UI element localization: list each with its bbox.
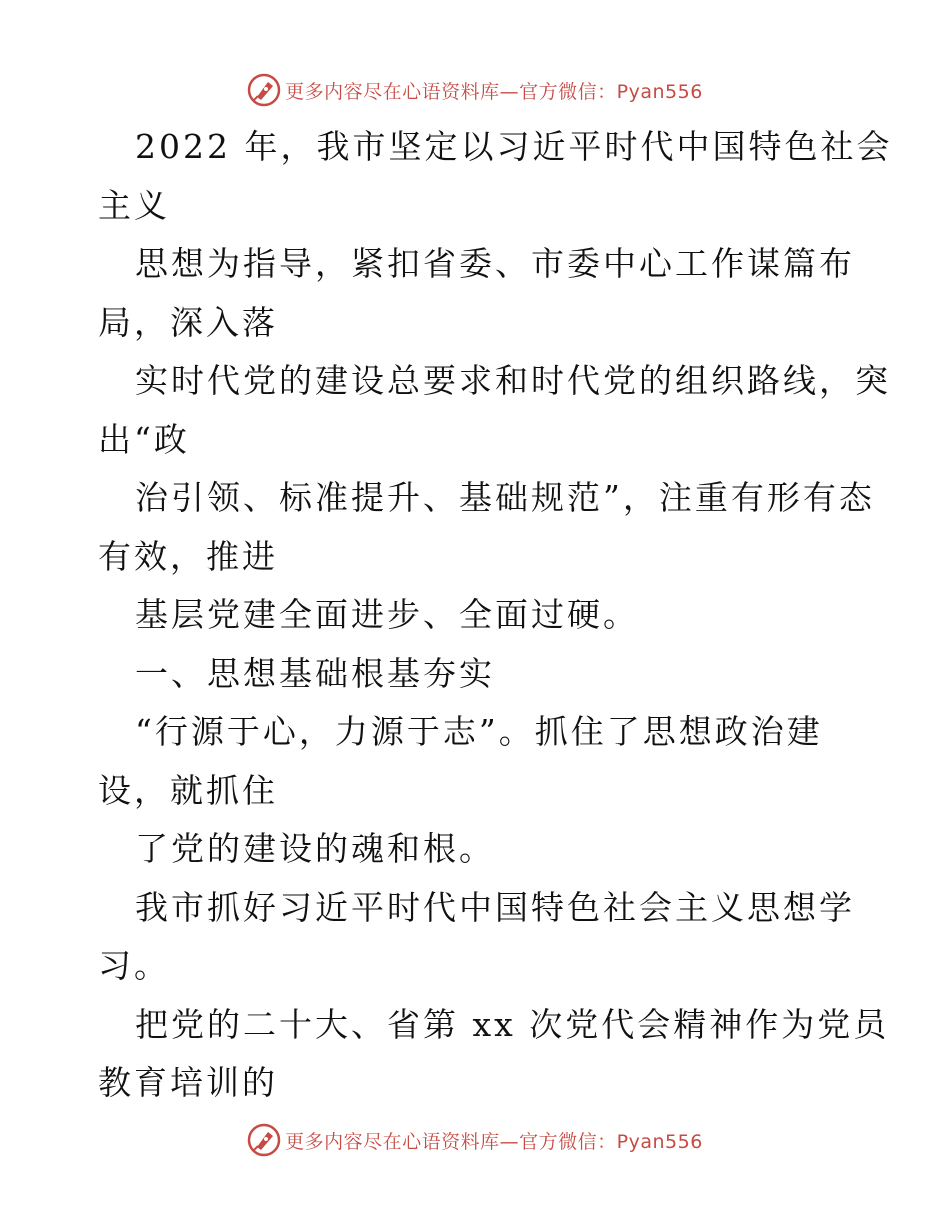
text-line: 局，深入落 (98, 302, 278, 342)
pen-nib-logo-icon (247, 73, 281, 107)
text-line: 2022 年，我市坚定以习近平时代中国特色社会 (135, 127, 893, 166)
section-heading: 一、思想基础根基夯实 (135, 653, 495, 693)
text-line: 教育培训的 (98, 1063, 278, 1102)
watermark-text: 更多内容尽在心语资料库—官方微信：Pyan556 (285, 1130, 703, 1153)
text-line: 基层党建全面进步、全面过硬。 (135, 595, 639, 634)
watermark-text: 更多内容尽在心语资料库—官方微信：Pyan556 (285, 80, 703, 103)
footer-watermark (0, 1120, 950, 1160)
text-line: 思想为指导，紧扣省委、市委中心工作谋篇布 (135, 244, 855, 283)
text-line: 设，就抓住 (98, 770, 278, 810)
header-watermark (0, 70, 950, 110)
text-line: “行源于心，力源于志”。抓住了思想政治建 (135, 712, 823, 751)
body-text (98, 118, 893, 1113)
text-line: 实时代党的建设总要求和时代党的组织路线，突 (135, 361, 891, 400)
text-line: 了党的建设的魂和根。 (135, 829, 495, 868)
text-line: 习。 (98, 946, 170, 985)
text-line: 出“政 (98, 419, 190, 459)
text-line: 把党的二十大、省第 xx 次党代会精神作为党员 (135, 1004, 890, 1044)
text-line: 主义 (98, 185, 170, 225)
text-line: 有效，推进 (98, 536, 278, 576)
text-line: 我市抓好习近平时代中国特色社会主义思想学 (135, 887, 855, 927)
text-line: 治引领、标准提升、基础规范”，注重有形有态 (135, 478, 875, 517)
pen-nib-logo-icon (247, 1123, 281, 1157)
